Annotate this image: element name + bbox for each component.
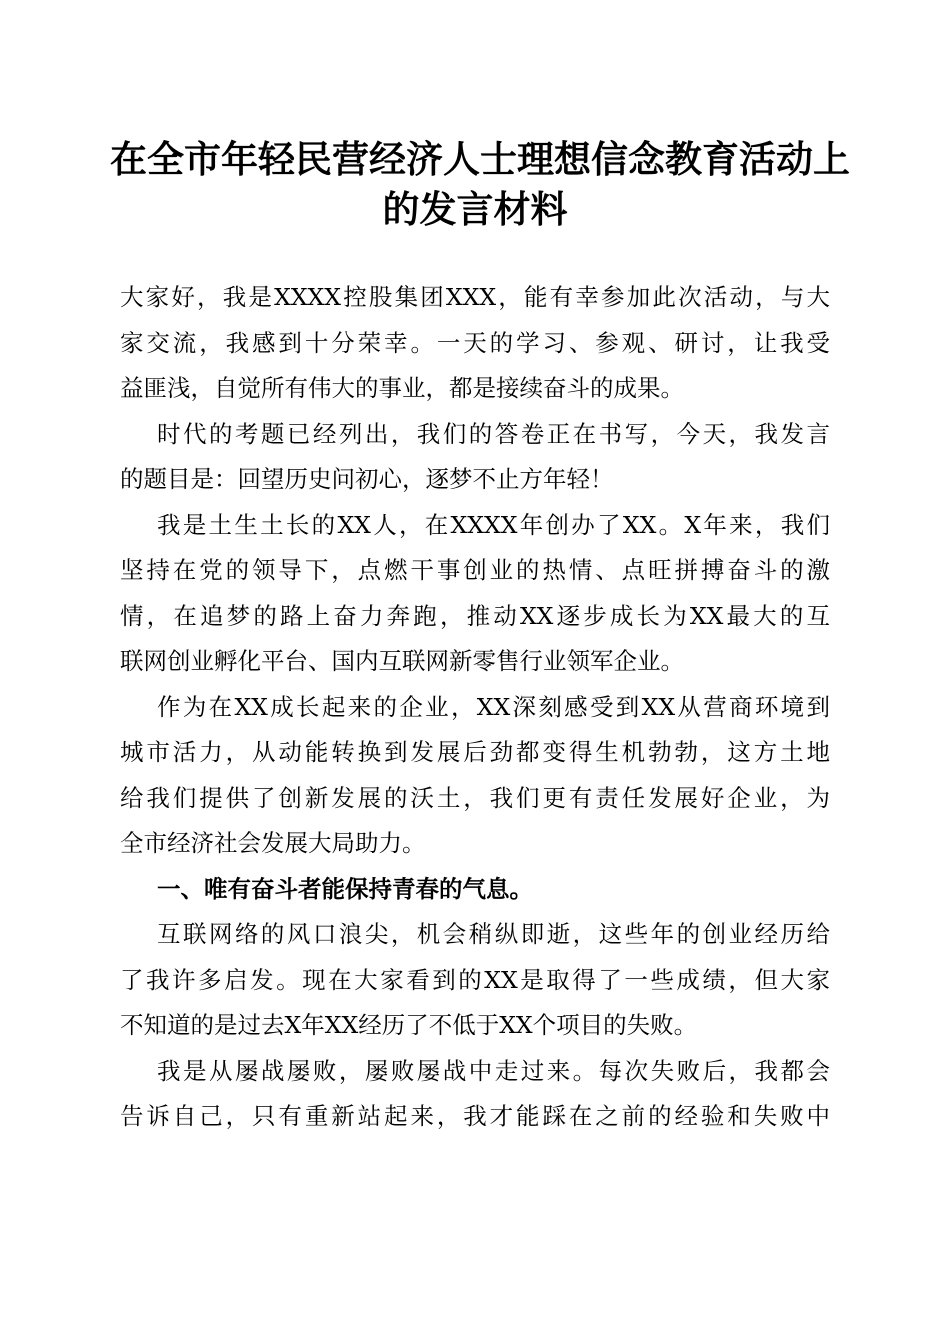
text-line: 告诉自己，只有重新站起来，我才能踩在之前的经验和失败中 — [120, 1102, 830, 1130]
text-line: 情，在追梦的路上奋力奔跑，推动XX逐步成长为XX最大的互 — [120, 601, 830, 630]
paragraph-background — [120, 503, 830, 685]
text-line: 坚持在党的领导下，点燃干事创业的热情、点旺拼搏奋斗的激 — [120, 556, 830, 584]
text-line: 给我们提供了创新发展的沃土，我们更有责任发展好企业，为 — [120, 783, 830, 812]
section-heading: 一、唯有奋斗者能保持青春的气息。 — [157, 874, 533, 903]
text-line: 全市经济社会发展大局助力。 — [120, 829, 426, 857]
text-line: 互联网络的风口浪尖，机会稍纵即逝，这些年的创业经历给 — [157, 920, 830, 948]
paragraph-experience — [120, 912, 830, 1049]
text-line: 大家好，我是XXXX控股集团XXX，能有幸参加此次活动，与大 — [120, 283, 830, 311]
title-line: 的发言材料 — [382, 187, 568, 231]
paragraph-topic — [120, 412, 830, 503]
document-body — [120, 275, 830, 1140]
text-line: 时代的考题已经列出，我们的答卷正在书写，今天，我发言 — [157, 419, 830, 448]
text-line: 联网创业孵化平台、国内互联网新零售行业领军企业。 — [120, 647, 684, 675]
paragraph-enterprise — [120, 685, 830, 867]
text-line: 益匪浅，自觉所有伟大的事业，都是接续奋斗的成果。 — [120, 374, 684, 402]
title-line: 在全市年轻民营经济人士理想信念教育活动上 — [110, 137, 850, 181]
text-line: 城市活力，从动能转换到发展后劲都变得生机勃勃，这方土地 — [120, 738, 830, 766]
text-line: 作为在XX成长起来的企业，XX深刻感受到XX从营商环境到 — [157, 692, 830, 721]
text-line: 的题目是：回望历史问初心，逐梦不止方年轻！ — [120, 465, 614, 493]
text-line: 不知道的是过去X年XX经历了不低于XX个项目的失败。 — [120, 1011, 698, 1039]
text-line: 我是从屡战屡败，屡败屡战中走过来。每次失败后，我都会 — [157, 1056, 830, 1085]
text-line: 我是土生土长的XX人，在XXXX年创办了XX。X年来，我们 — [157, 510, 830, 539]
document-title — [110, 134, 850, 234]
text-line: 家交流，我感到十分荣幸。一天的学习、参观、研讨，让我受 — [120, 328, 830, 357]
paragraph-failures — [120, 1049, 830, 1140]
text-line: 了我许多启发。现在大家看到的XX是取得了一些成绩，但大家 — [120, 965, 830, 994]
paragraph-greeting — [120, 275, 830, 412]
